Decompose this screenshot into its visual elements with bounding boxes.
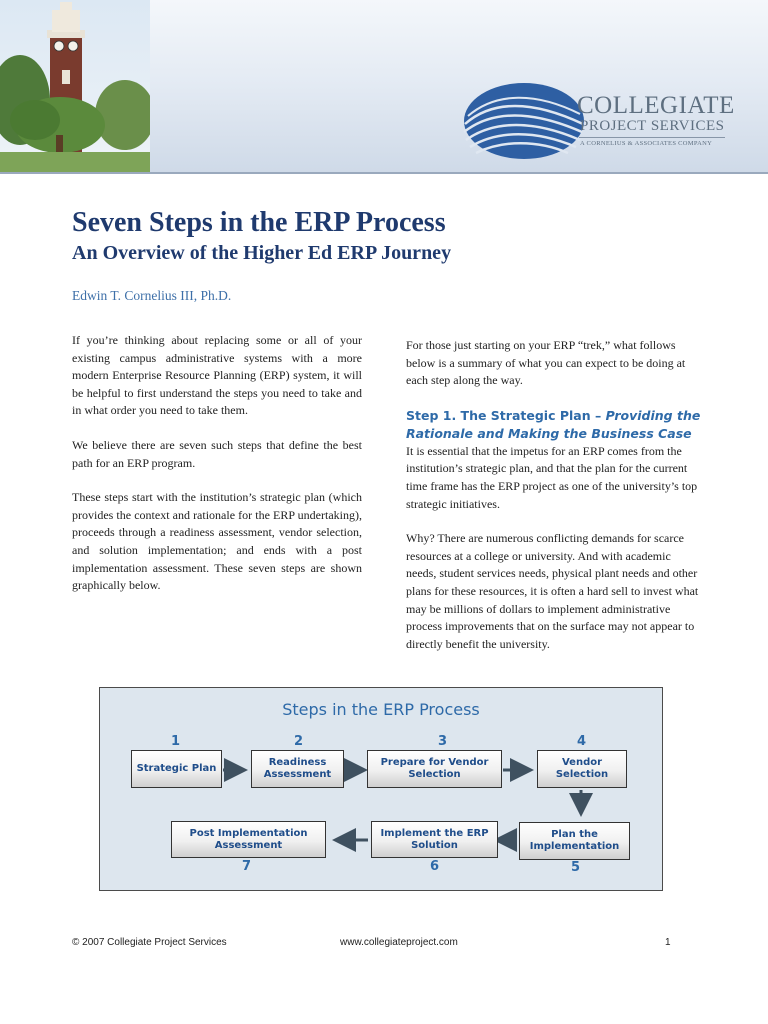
step-number: 6 (430, 859, 440, 874)
body-paragraph: For those just starting on your ERP “trek,” what follows below is a summary of what you can expect to be doing at each step along the way. (406, 338, 686, 388)
step-number: 4 (577, 734, 587, 749)
step1-heading-italic: Providing the Rationale and Making the Business Case (406, 407, 701, 441)
step-number: 3 (438, 734, 448, 749)
logo-name-line2: PROJECT SERVICES (580, 118, 725, 134)
document-subtitle: An Overview of the Higher Ed ERP Journey (72, 242, 452, 264)
body-paragraph: We believe there are seven such steps that define the best path for an ERP program. (72, 437, 362, 470)
step-box-strategic-plan: Strategic Plan (131, 750, 222, 788)
document-author: Edwin T. Cornelius III, Ph.D. (72, 288, 232, 303)
page-header (0, 0, 768, 174)
logo-swoosh-icon (462, 80, 587, 162)
step-number: 7 (242, 859, 252, 874)
logo-name-line1: COLLEGIATE (577, 92, 735, 119)
step-number: 1 (171, 734, 181, 749)
step-box-vendor-selection: Vendor Selection (537, 750, 627, 788)
step-box-post-implementation-assessment: Post Implementation Assessment (171, 821, 326, 858)
logo-divider (579, 137, 725, 138)
footer-url[interactable]: www.collegiateproject.com (340, 937, 458, 948)
campus-clock-tower-photo (0, 0, 150, 172)
body-paragraph: It is essential that the impetus for an ERP comes from the institution’s strategic plan, and that the plan for the current time frame has the ERP project as one of the university’s top strategic initiatives. (406, 443, 698, 511)
step-box-prepare-vendor-selection: Prepare for Vendor Selection (367, 750, 502, 788)
body-paragraph: If you’re thinking about replacing some or all of your existing campus administrative systems with a more modern Enterprise Resource Planning (ERP) system, it will be helpful to first understand the steps you need to take and in what order you need to take them. (72, 333, 362, 418)
step1-heading-label: Step 1. The Strategic Plan – (406, 407, 602, 423)
body-paragraph: These steps start with the institution’s strategic plan (which provides the context and rationale for the ERP undertaking), proceeds through a readiness assessment, vendor selection, and solution implementation; and ends with a post implementation assessment. These seven steps are shown graphically below. (72, 490, 362, 593)
step-box-readiness-assessment: Readiness Assessment (251, 750, 344, 788)
document-title: Seven Steps in the ERP Process (72, 207, 446, 238)
footer-copyright: © 2007 Collegiate Project Services (72, 937, 227, 948)
erp-steps-diagram (99, 687, 663, 891)
right-column (406, 337, 702, 670)
step-number: 5 (571, 860, 581, 875)
step-number: 2 (294, 734, 304, 749)
logo-tagline: A CORNELIUS & ASSOCIATES COMPANY (580, 140, 713, 147)
step-box-implement-erp-solution: Implement the ERP Solution (371, 821, 498, 858)
left-column (72, 332, 362, 612)
footer-page-number: 1 (665, 937, 671, 948)
step1-heading (406, 407, 702, 443)
body-paragraph: Why? There are numerous conflicting demands for scarce resources at a college or university. And with academic needs, student services needs, physical plant needs and other plans for these resources, it is often a hard sell to invest what may be millions of dollars to implement administrative process improvements that on the surface may not appear to directly benefit the university. (406, 531, 699, 651)
diagram-title: Steps in the ERP Process (282, 700, 480, 719)
company-logo (462, 80, 752, 160)
step-box-plan-implementation: Plan the Implementation (519, 822, 630, 860)
